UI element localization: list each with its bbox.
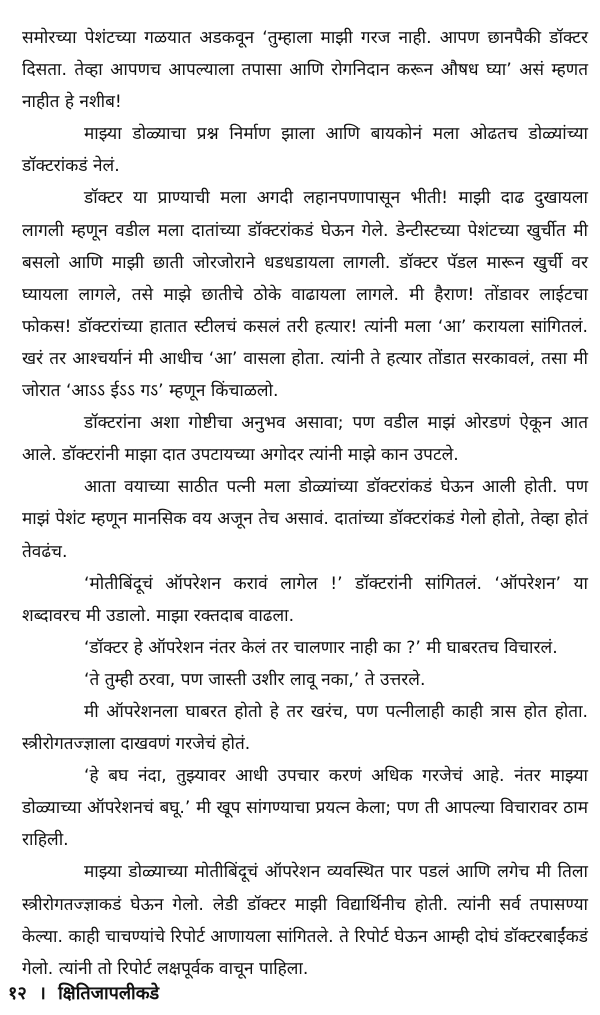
paragraph-9: मी ऑपरेशनला घाबरत होतो हे तर खरंच, पण पत्नीलाही काही त्रास होत होता. स्त्रीरोगतज्ज्ञाला दाखवणं गरजेचं होतं. [22,701,588,755]
page-footer [8,981,159,1005]
paragraph-3: डॉक्टर या प्राण्याची मला अगदी लहानपणापासून भीती! माझी दाढ दुखायला लागली म्हणून वडील मला दातांच्या डॉक्टरांकडं घेऊन गेले. डेन्टीस्टच्या पेशंटच्या खुर्चीत मी बसलो आणि माझी छाती जोरजोराने धडधडायला लागली. डॉक्टर पॅडल मारून खुर्ची वर घ्यायला लागले, तसे माझे छातीचे ठोके वाढायला लागले. मी हैराण! तोंडावर लाईटचा फोकस! डॉक्टरांच्या हातात स्टीलचं कसलं तरी हत्यार! त्यांनी मला ‘आ’ करायला सांगितलं. खरं तर आश्चर्यानं मी आधीच ‘आ’ वासला होता. त्यांनी ते हत्यार तोंडात सरकावलं, तसा मी जोरात ‘आऽऽ ईऽऽ गऽ’ म्हणून किंचाळलो. [22,188,588,402]
book-title: क्षितिजापलीकडे [58,983,160,1004]
paragraph-10: ‘हे बघ नंदा, तुझ्यावर आधी उपचार करणं अधिक गरजेचं आहे. नंतर माझ्या डोळ्याच्या ऑपरेशनचं बघू.’ मी खूप सांगण्याचा प्रयत्न केला; पण ती आपल्या विचारावर ठाम राहिली. [22,766,588,851]
paragraph-4: डॉक्टरांना अशा गोष्टीचा अनुभव असावा; पण वडील माझं ओरडणं ऐकून आत आले. डॉक्टरांनी माझा दात उपटायच्या अगोदर त्यांनी माझे कान उपटले. [22,413,588,466]
paragraph-7: ‘डॉक्टर हे ऑपरेशन नंतर केलं तर चालणार नाही का ?’ मी घाबरतच विचारलं. [84,637,558,658]
page-number: १२ [8,983,27,1004]
paragraph-6: ‘मोतीबिंदूचं ऑपरेशन करावं लागेल !’ डॉक्टरांनी सांगितलं. ‘ऑपरेशन’ या शब्दावरच मी उडालो. माझा रक्तदाब वाढला. [22,573,588,626]
paragraph-2: माझ्या डोळ्याचा प्रश्न निर्माण झाला आणि बायकोनं मला ओढतच डोळ्यांच्या डॉक्टरांकडं नेलं. [22,124,588,177]
footer-separator: । [39,983,46,1004]
paragraph-5: आता वयाच्या साठीत पत्नी मला डोळ्यांच्या डॉक्टरांकडं घेऊन आली होती. पण माझं पेशंट म्हणून मानसिक वय अजून तेच असावं. दातांच्या डॉक्टरांकडं गेलो होतो, तेव्हा होतं तेवढंच. [22,477,588,562]
paragraph-8: ‘ते तुम्ही ठरवा, पण जास्ती उशीर लावू नका,’ ते उत्तरले. [84,669,426,690]
paragraph-1: समोरच्या पेशंटच्या गळयात अडकवून ‘तुम्हाला माझी गरज नाही. आपण छानपैकी डॉक्टर दिसता. तेव्हा आपणच आपल्याला तपासा आणि रोगनिदान करून औषध घ्या’ असं म्हणत नाहीत हे नशीब! [22,28,588,113]
paragraph-11: माझ्या डोळ्याच्या मोतीबिंदूचं ऑपरेशन व्यवस्थित पार पडलं आणि लगेच मी तिला स्त्रीरोगतज्ज्ञाकडं घेऊन गेलो. लेडी डॉक्टर माझी विद्यार्थिनीच होती. त्यांनी सर्व तपासण्या केल्या. काही चाचण्यांचे रिपोर्ट आणायला सांगितले. ते रिपोर्ट घेऊन आम्ही दोघं डॉक्टरबाईंकडं गेलो. त्यांनी तो रिपोर्ट लक्षपूर्वक वाचून पाहिला. [22,862,588,979]
page-body [22,22,588,985]
